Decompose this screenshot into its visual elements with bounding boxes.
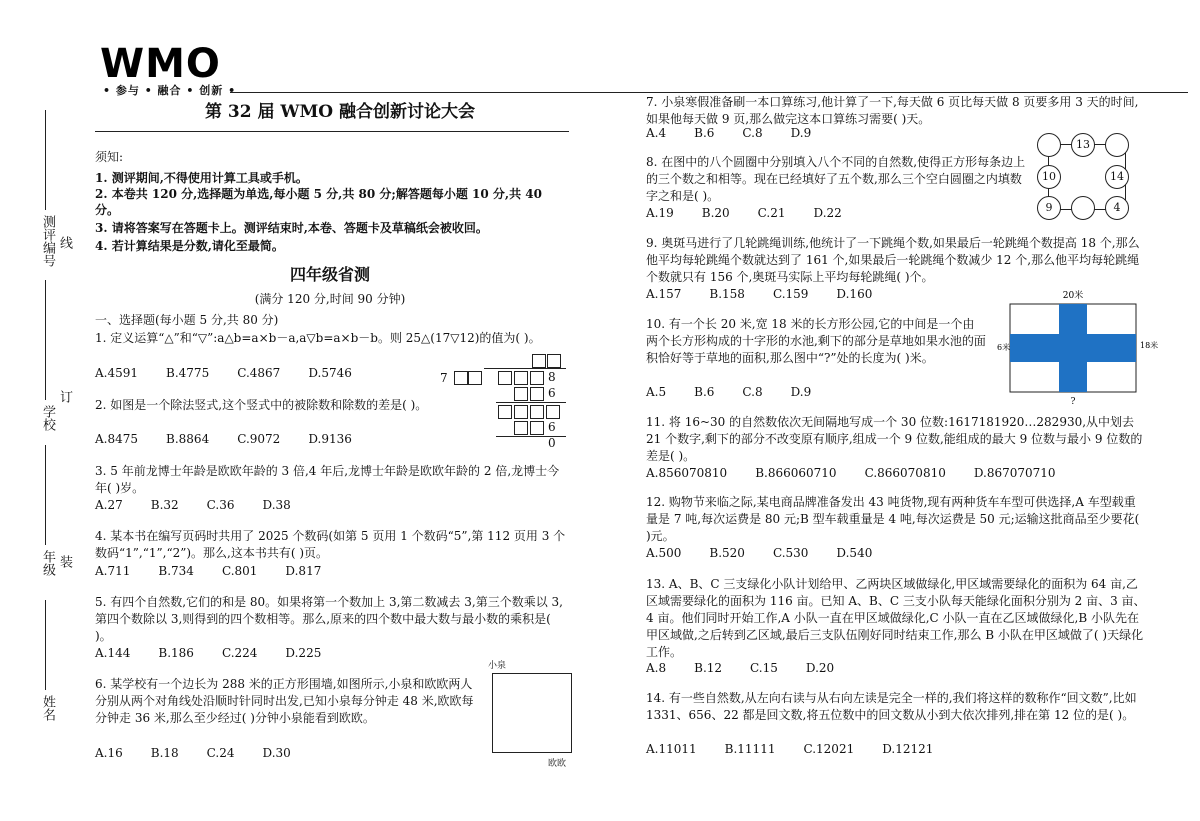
question-8: 8. 在图中的八个圆圈中分别填入八个不同的自然数,使得正方形每条边上的三个数之和相等。现在已经填好了五个数,那么三个空白圆圈之内填数字之和是( )。 (646, 155, 1026, 203)
rule-2: 2. 本卷共 120 分,选择题为单选,每小题 5 分,共 80 分;解答题每小题 10 分,共 40 分。 (95, 187, 542, 217)
option-d: D.9 (790, 126, 812, 140)
question-12: 12. 购物节来临之际,某电商品牌准备发出 43 吨货物,现有两种货车车型可供选择,A 车型载重量是 7 吨,每次运费是 80 元;B 型车载重量是 4 吨,每次运费是 50 元;运输这批商品至少要花( )元。 (646, 495, 1140, 543)
circle-blank (1037, 133, 1061, 157)
option-b: B.11111 (724, 742, 776, 756)
option-d: D.38 (262, 498, 291, 512)
option-d: D.12121 (882, 742, 934, 756)
option-b: B.18 (150, 746, 179, 760)
option-b: B.186 (158, 646, 194, 660)
question-14: 14. 有一些自然数,从左向右读与从右向左读是完全一样的,我们将这样的数称作“回文数”,比如 1331、656、22 都是回文数,将五位数中的回文数从小到大依次排列,排在第 12 位的是( )。 (646, 691, 1137, 722)
option-c: C.8 (742, 126, 763, 140)
option-b: B.6 (694, 126, 715, 140)
title-divider (95, 131, 569, 132)
question-3-options (95, 498, 319, 512)
option-b: B.520 (709, 546, 745, 560)
option-a: A.16 (95, 746, 123, 760)
option-a: A.4591 (95, 366, 139, 380)
option-c: C.224 (221, 646, 258, 660)
option-a: A.711 (95, 564, 131, 578)
option-c: C.36 (206, 498, 235, 512)
option-c: C.15 (750, 661, 778, 675)
question-10: 10. 有一个长 20 米,宽 18 米的长方形公园,它的中间是一个由两个长方形构成的十字形的水池,剩下的部分是草地如果水池的面积恰好等于草地的面积,那么图中“?”处的长度为( )米。 (646, 317, 986, 365)
question-3: 3. 5 年前龙博士年龄是欧欧年龄的 3 倍,4 年后,龙博士年龄是欧欧年龄的 2 倍,龙博士今年( )岁。 (95, 464, 560, 495)
rule-4: 4. 若计算结果是分数,请化至最简。 (95, 239, 284, 253)
option-c: C.21 (757, 206, 786, 220)
question-7: 7. 小泉寒假准备刷一本口算练习,他计算了一下,每天做 6 页比每天做 8 页要多用 3 天的时间,如果他每天做 9 页,那么做完这本口算练习需要( )天。 (646, 95, 1139, 126)
option-b: B.12 (694, 661, 723, 675)
option-c: C.9072 (237, 432, 281, 446)
option-d: D.867070710 (973, 466, 1056, 480)
partial-digit: 6 (548, 386, 556, 400)
option-a: A.19 (646, 206, 674, 220)
circle-blank (1105, 133, 1129, 157)
slogan: • 参与 • 融合 • 创新 • (103, 84, 237, 97)
question-11-options (646, 466, 1084, 480)
question-14-options (646, 742, 961, 756)
side-line (45, 600, 46, 690)
paper-subtitle: 四年级省测 (289, 265, 370, 284)
option-d: D.20 (805, 661, 835, 675)
notice-label: 须知: (95, 150, 124, 164)
question-13: 13. A、B、C 三支绿化小队计划给甲、乙两块区域做绿化,甲区域需要绿化的面积为 64 亩,乙区域需要绿化的面积为 116 亩。已知 A、B、C 三支小队每天能绿化面积分别为 2 亩、3 亩、4 亩。他们同时开始工作,A 小队一直在甲区域做绿化,C 小队一直在乙区域做绿化,B 小队先在甲区域做,之后转到乙区域,最后三支队伍刚好同时结束工作,那么 B 小队在甲区域做了( )天绿化工作。 (646, 577, 1146, 659)
question-9-options (646, 287, 900, 301)
option-d: D.540 (836, 546, 873, 560)
circle-value: 10 (1037, 165, 1061, 189)
question-6: 6. 某学校有一个边长为 288 米的正方形围墙,如图所示,小泉和欧欧两人分别从两个对角线处沿顺时针同时出发,已知小泉每分钟走 48 米,欧欧每分钟走 36 米,那么至少经过( )分钟小泉能看到欧欧。 (95, 677, 474, 725)
option-c: C.159 (772, 287, 809, 301)
park-height-label: 18米 (1140, 341, 1159, 350)
side-label-name: 姓名 (40, 695, 55, 721)
question-7-options (646, 126, 839, 140)
option-c: C.866070810 (864, 466, 946, 480)
dividend-digit: 8 (548, 370, 556, 384)
question-12-options (646, 546, 900, 560)
option-a: A.27 (95, 498, 123, 512)
option-b: B.158 (709, 287, 745, 301)
option-a: A.8475 (95, 432, 139, 446)
option-d: D.9 (790, 385, 812, 399)
question-1-options (95, 366, 380, 380)
question-1: 1. 定义运算“△”和“▽”:a△b=a×b－a,a▽b=a×b－b。则 25△(17▽12)的值为( )。 (95, 331, 541, 345)
question-5: 5. 有四个自然数,它们的和是 80。如果将第一个数加上 3,第二数减去 3,第三个数乘以 3,第四个数除以 3,则得到的四个数相等。那么,原来的四个数中最大数与最小数的乘积是( )。 (95, 595, 563, 643)
question-13-options (646, 661, 862, 675)
option-a: A.5 (646, 385, 667, 399)
option-d: D.817 (285, 564, 322, 578)
option-d: D.5746 (308, 366, 352, 380)
header-divider (230, 92, 1188, 93)
division-figure (440, 352, 570, 452)
question-5-options (95, 646, 349, 660)
circle-value: 14 (1105, 165, 1129, 189)
option-b: B.734 (158, 564, 194, 578)
option-a: A.157 (646, 287, 682, 301)
side-label-line: 线 (57, 236, 72, 249)
circle-square-figure (1035, 130, 1135, 222)
side-label-id: 测评编号 (40, 215, 55, 267)
option-d: D.9136 (308, 432, 352, 446)
circle-value: 9 (1037, 196, 1061, 220)
square-wall-figure (492, 673, 572, 753)
option-b: B.6 (694, 385, 715, 399)
option-d: D.225 (285, 646, 322, 660)
option-c: C.8 (742, 385, 763, 399)
option-b: B.866060710 (755, 466, 837, 480)
option-b: B.8864 (166, 432, 210, 446)
side-label-bind: 订 (57, 390, 72, 403)
partial-digit: 6 (548, 420, 556, 434)
question-10-options (646, 385, 839, 399)
score-info: (满分 120 分,时间 90 分钟) (254, 292, 406, 306)
option-d: D.30 (262, 746, 291, 760)
divisor: 7 (440, 371, 448, 385)
option-d: D.160 (836, 287, 873, 301)
option-a: A.4 (646, 126, 667, 140)
side-line (45, 110, 46, 210)
side-line (45, 280, 46, 400)
question-2-options (95, 432, 380, 446)
circle-value: 4 (1105, 196, 1129, 220)
park-figure (995, 288, 1159, 408)
question-6-options (95, 746, 319, 760)
square-top-label: 小泉 (488, 661, 507, 671)
side-label-staple: 装 (57, 555, 72, 568)
page-title: 第 32 届 WMO 融合创新讨论大会 (204, 102, 476, 122)
question-9: 9. 奥斑马进行了几轮跳绳训练,他统计了一下跳绳个数,如果最后一轮跳绳个数提高 18 个,那么他平均每轮跳绳个数就达到了 161 个,如果最后一轮跳绳个数减少 12 个,那么他平均每轮跳绳个数就只有 156 个,奥斑马实际上平均每轮跳绳( )个。 (646, 236, 1140, 284)
wmo-logo: WMO (100, 41, 221, 87)
question-11: 11. 将 16~30 的自然数依次无间隔地写成一个 30 位数:1617181920…282930,从中划去 21 个数字,剩下的部分不改变原有顺序,组成一个 9 位数,能组成的最大 9 位数与最小 9 位数的差是( )。 (646, 415, 1143, 463)
question-2: 2. 如图是一个除法竖式,这个竖式中的被除数和除数的差是( )。 (95, 398, 428, 412)
option-a: A.8 (646, 661, 667, 675)
rule-1: 1. 测评期间,不得使用计算工具或手机。 (95, 171, 308, 185)
question-8-options (646, 206, 870, 220)
option-a: A.11011 (646, 742, 697, 756)
pool-horizontal (1010, 334, 1136, 362)
side-line (45, 445, 46, 545)
side-label-grade: 年级 (40, 550, 55, 576)
square-bottom-label: 欧欧 (548, 759, 567, 769)
option-b: B.32 (150, 498, 179, 512)
park-pool-label: 6米 (997, 343, 1011, 352)
section-heading: 一、选择题(每小题 5 分,共 80 分) (95, 313, 279, 327)
option-a: A.144 (95, 646, 131, 660)
circle-blank (1071, 196, 1095, 220)
rule-3: 3. 请将答案写在答题卡上。测评结束时,本卷、答题卡及草稿纸会被收回。 (95, 221, 488, 235)
option-c: C.12021 (803, 742, 855, 756)
option-d: D.22 (813, 206, 842, 220)
option-b: B.4775 (166, 366, 210, 380)
option-b: B.20 (701, 206, 730, 220)
question-4-options (95, 564, 349, 578)
option-c: C.530 (772, 546, 809, 560)
side-label-school: 学校 (40, 405, 55, 431)
option-c: C.24 (206, 746, 235, 760)
option-c: C.801 (221, 564, 258, 578)
option-a: A.856070810 (646, 466, 728, 480)
question-4: 4. 某本书在编写页码时共用了 2025 个数码(如第 5 页用 1 个数码“5”,第 112 页用 3 个数码“1”,“1”,“2”)。那么,这本书共有( )页。 (95, 529, 566, 560)
option-c: C.4867 (237, 366, 281, 380)
park-unknown-label: ? (1070, 397, 1076, 407)
option-a: A.500 (646, 546, 682, 560)
circle-value: 13 (1071, 133, 1095, 157)
remainder-digit: 0 (548, 436, 556, 450)
park-width-label: 20米 (1062, 291, 1084, 301)
